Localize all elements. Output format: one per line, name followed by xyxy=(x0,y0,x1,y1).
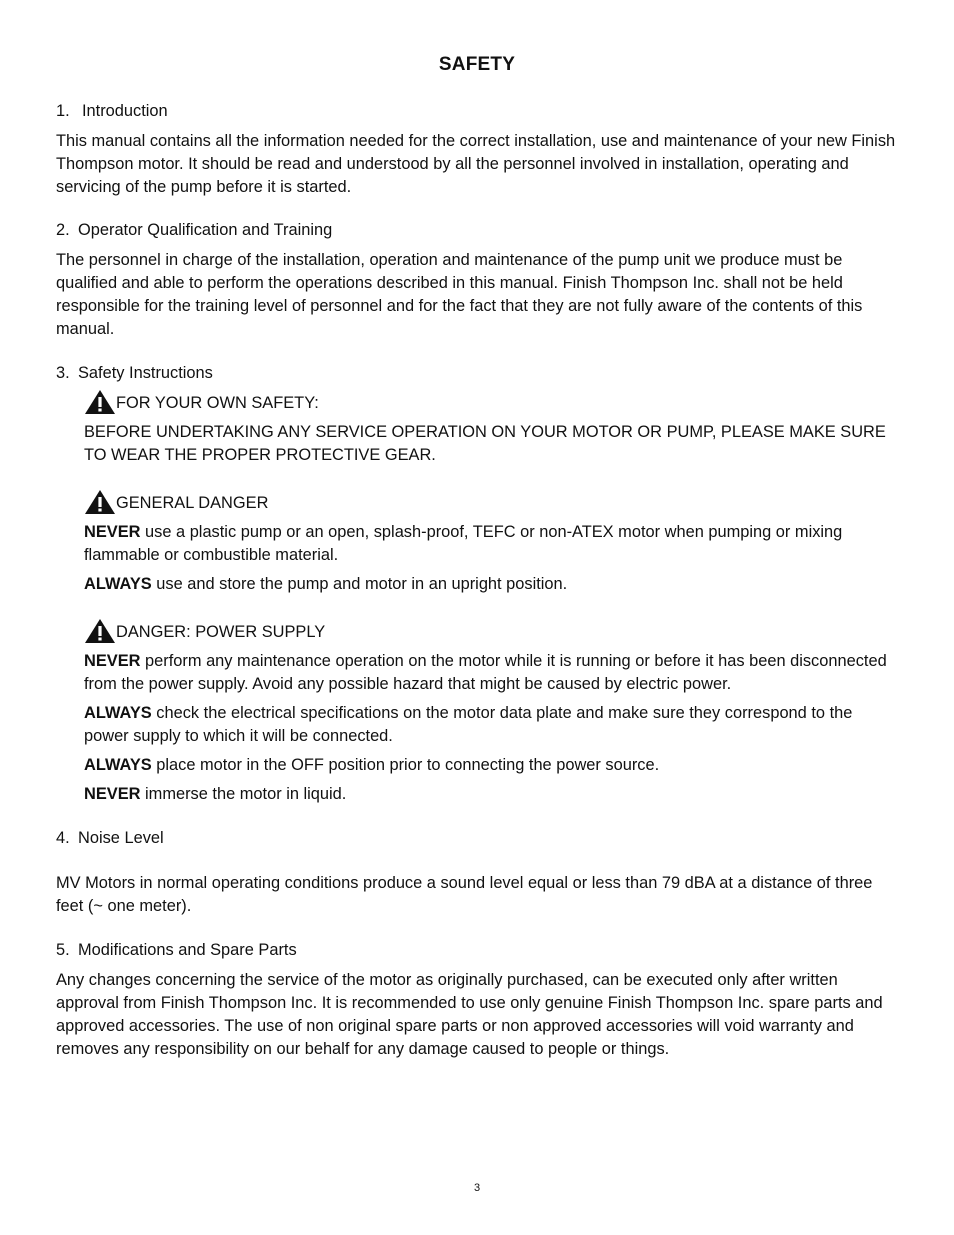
warning-keyword: NEVER xyxy=(84,523,141,541)
section-heading xyxy=(56,827,896,850)
page-number: 3 xyxy=(473,1182,481,1194)
section-title: Introduction xyxy=(82,102,168,120)
warning-item xyxy=(84,702,896,748)
warning-title: FOR YOUR OWN SAFETY: xyxy=(116,394,319,412)
section-introduction xyxy=(56,100,896,199)
section-title: Operator Qualification and Training xyxy=(78,221,333,239)
warning-item xyxy=(84,783,896,806)
section-number: 2. xyxy=(56,221,70,239)
warning-keyword: NEVER xyxy=(84,652,141,670)
warning-heading xyxy=(84,389,896,415)
warning-body: BEFORE UNDERTAKING ANY SERVICE OPERATION ON YOUR MOTOR OR PUMP, PLEASE MAKE SURE TO WEAR THE PROPER PROTECTIVE GEAR. xyxy=(84,423,886,464)
section-body: The personnel in charge of the installation, operation and maintenance of the pump unit we produce must be qualified and able to perform the operations described in this manual. Finish Thompson Inc. shall not be held responsible for the training level of personnel and for the fact that they are not fully aware of the contents of this manual. xyxy=(56,251,863,338)
section-heading xyxy=(56,100,896,123)
warning-keyword: ALWAYS xyxy=(84,756,152,774)
section-heading xyxy=(56,362,896,385)
warning-item-text: perform any maintenance operation on the motor while it is running or before it has been disconnected from the power supply. Avoid any possible hazard that might be caused by electric power. xyxy=(84,652,887,693)
section-number: 1. xyxy=(56,102,70,120)
warning-keyword: ALWAYS xyxy=(84,704,152,722)
section-body: This manual contains all the information needed for the correct installation, use and maintenance of your new Finish Thompson motor. It should be read and understood by all the personnel involved in installation, operating and servicing of the pump before it is started. xyxy=(56,132,896,196)
warning-triangle-icon xyxy=(84,489,116,515)
section-operator-qualification xyxy=(56,219,896,341)
warning-item xyxy=(84,573,896,596)
warning-item-text: check the electrical specifications on the motor data plate and make sure they correspond to the power supply to which it will be connected. xyxy=(84,704,853,745)
warning-item xyxy=(84,521,896,567)
warning-keyword: ALWAYS xyxy=(84,575,152,593)
warning-heading xyxy=(84,489,896,515)
section-number: 5. xyxy=(56,941,70,959)
warning-item xyxy=(84,754,896,777)
page-title: SAFETY xyxy=(438,54,516,75)
warning-item xyxy=(84,650,896,696)
section-number: 3. xyxy=(56,364,70,382)
warning-item-text: use a plastic pump or an open, splash-proof, TEFC or non-ATEX motor when pumping or mixing flammable or combustible material. xyxy=(84,523,843,564)
section-noise-level xyxy=(56,827,896,918)
section-title: Safety Instructions xyxy=(78,364,213,382)
section-heading xyxy=(56,219,896,242)
section-body: MV Motors in normal operating conditions produce a sound level equal or less than 79 dBA at a distance of three feet (~ one meter). xyxy=(56,874,873,915)
warning-item-text: place motor in the OFF position prior to connecting the power source. xyxy=(151,756,660,774)
warning-title: GENERAL DANGER xyxy=(116,494,269,512)
section-body: Any changes concerning the service of the motor as originally purchased, can be executed only after written approval from Finish Thompson Inc. It is recommended to use only genuine Finish Thompson Inc. spare parts and approved accessories. The use of non original spare parts or non approved accessories will void warranty and removes any responsibility on our behalf for any damage caused to people or things. xyxy=(56,971,883,1058)
warning-triangle-icon xyxy=(84,389,116,415)
section-number: 4. xyxy=(56,829,70,847)
warning-item-text: use and store the pump and motor in an upright position. xyxy=(151,575,568,593)
warning-keyword: NEVER xyxy=(84,785,141,803)
section-title: Modifications and Spare Parts xyxy=(78,941,297,959)
warning-title: DANGER: POWER SUPPLY xyxy=(116,623,326,641)
warning-heading xyxy=(84,618,896,644)
warning-own-safety xyxy=(84,389,896,467)
warning-triangle-icon xyxy=(84,618,116,644)
warning-general-danger xyxy=(84,489,896,596)
section-safety-instructions xyxy=(56,362,896,806)
page-content xyxy=(56,100,896,1061)
warning-power-supply xyxy=(84,618,896,806)
section-title: Noise Level xyxy=(78,829,164,847)
section-modifications-spare-parts xyxy=(56,939,896,1061)
section-heading xyxy=(56,939,896,962)
warning-item-text: immerse the motor in liquid. xyxy=(140,785,347,803)
